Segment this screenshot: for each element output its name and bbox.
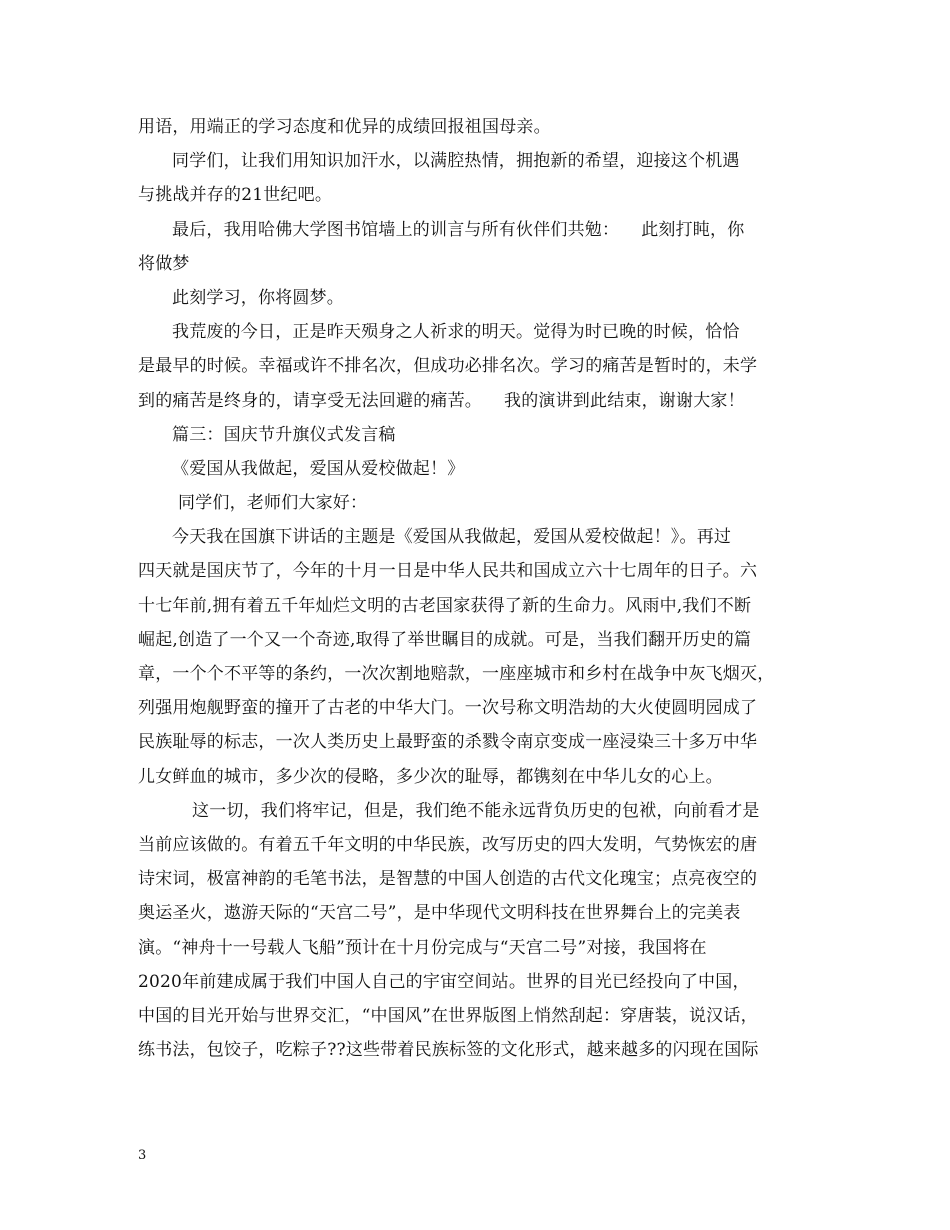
text-line-content: 崛起,创造了一个又一个奇迹,取得了举世瞩目的成就。可是，当我们翻开历史的篇 [138,629,752,650]
text-line-content: 十七年前,拥有着五千年灿烂文明的古老国家获得了新的生命力。风雨中,我们不断 [138,595,752,616]
text-line-content: 列强用炮舰野蛮的撞开了古老的中华大门。一次号称文明浩劫的大火使圆明园成了 [138,698,758,719]
text-line-content: 章，一个个不平等的条约，一次次割地赔款，一座座城市和乡村在战争中灰飞烟灭， [138,664,775,684]
text-line [138,657,818,691]
text-line-content: 我荒废的今日，正是昨天殒身之人祈求的明天。觉得为时已晚的时候，恰恰 [172,322,740,343]
text-line-content: 2020年前建成属于我们中国人自己的宇宙空间站。世界的目光已经投向了中国， [138,971,750,992]
text-line-content: 中国的目光开始与世界交汇，“中国风”在世界版图上悄然刮起：穿唐装，说汉话， [138,1005,758,1026]
text-line [138,384,818,418]
text-line-content: 最后，我用哈佛大学图书馆墙上的训言与所有伙伴们共勉： [172,219,620,240]
text-line-content: 奥运圣火，遨游天际的“天宫二号”，是中华现代文明科技在世界舞台上的完美表 [138,903,741,924]
text-line [138,896,818,930]
text-line-content: 这一切，我们将牢记，但是，我们绝不能永远背负历史的包袱，向前看才是 [192,800,760,821]
text-line [138,589,818,623]
text-line [138,520,818,554]
text-line-content: 同学们，让我们用知识加汗水，以满腔热情，拥抱新的希望，迎接这个机遇 [172,151,740,172]
text-line-content: 此刻学习，你将圆梦。 [172,287,344,308]
text-line-tail: 我的演讲到此结束，谢谢大家！ [504,390,745,411]
text-line [138,315,818,349]
text-line [138,486,818,520]
text-line [138,691,818,725]
text-line-content: 与挑战并存的21世纪吧。 [138,185,333,206]
text-line-content: 演。“神舟十一号载人飞船”预计在十月份完成与“天宫二号”对接，我国将在 [138,937,707,958]
text-line [138,144,818,178]
document-body [138,110,818,1067]
text-line [138,794,818,828]
text-line-content: 篇三：国庆节升旗仪式发言稿 [172,424,396,445]
text-line-content: 四天就是国庆节了，今年的十月一日是中华人民共和国成立六十七周年的日子。六 [138,561,758,582]
text-line [138,213,818,247]
text-line-content: 儿女鲜血的城市，多少次的侵略，多少次的耻辱，都镌刻在中华儿女的心上。 [138,766,723,787]
page-number: 3 [138,1148,147,1163]
text-line [138,999,818,1033]
text-line-tail: 此刻打盹，你 [641,219,745,240]
text-line [138,931,818,965]
text-line [138,247,818,281]
text-line-content: 今天我在国旗下讲话的主题是《爱国从我做起，爱国从爱校做起！》。再过 [172,527,732,548]
text-line [138,862,818,896]
text-line-content: 同学们，老师们大家好： [178,493,368,514]
text-line [138,623,818,657]
text-line-content: 将做梦 [138,253,190,274]
text-line-content: 《爱国从我做起，爱国从爱校做起！》 [172,458,465,479]
text-line [138,178,818,212]
text-line [138,452,818,486]
text-line [138,760,818,794]
text-line-content: 当前应该做的。有着五千年文明的中华民族，改写历史的四大发明，气势恢宏的唐 [138,834,758,855]
text-line [138,725,818,759]
text-line [138,418,818,452]
text-line [138,965,818,999]
text-line-content: 诗宋词，极富神韵的毛笔书法，是智慧的中国人创造的古代文化瑰宝；点亮夜空的 [138,869,758,890]
text-line [138,349,818,383]
text-line-content: 民族耻辱的标志，一次人类历史上最野蛮的杀戮令南京变成一座浸染三十多万中华 [138,732,758,753]
text-line-content: 到的痛苦是终身的，请享受无法回避的痛苦。 [138,390,482,411]
text-line [138,828,818,862]
text-line [138,554,818,588]
text-line [138,1033,818,1067]
text-line [138,281,818,315]
text-line-content: 练书法，包饺子，吃粽子??这些带着民族标签的文化形式，越来越多的闪现在国际 [138,1040,759,1061]
text-line-content: 用语，用端正的学习态度和优异的成绩回报祖国母亲。 [138,117,551,137]
text-line [138,110,818,144]
text-line-content: 是最早的时候。幸福或许不排名次，但成功必排名次。学习的痛苦是暂时的，未学 [138,356,758,377]
